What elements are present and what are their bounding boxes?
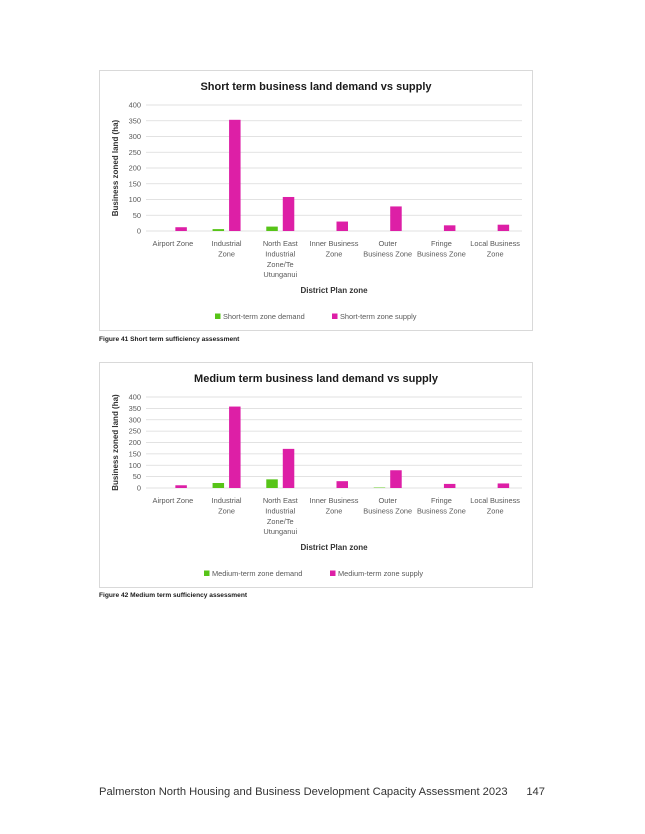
medium-term-bar-supply: [337, 481, 349, 488]
short-term-bar-supply: [229, 120, 241, 231]
medium-term-category-label: Zone: [218, 506, 236, 516]
short-term-y-tick-label: 350: [128, 116, 141, 126]
medium-term-chart-title: Medium term business land demand vs supply: [194, 373, 438, 385]
short-term-category-label: Zone: [486, 249, 504, 259]
medium-term-category-label: Business Zone: [363, 506, 413, 516]
short-term-category-label: Outer: [378, 239, 397, 248]
short-term-bar-supply: [444, 225, 456, 231]
short-term-bar-supply: [390, 206, 402, 231]
medium-term-category-label: Utunganui: [263, 527, 298, 537]
short-term-category-label: North East: [262, 239, 298, 248]
short-term-y-axis-label: Business zoned land (ha): [111, 119, 120, 217]
medium-term-y-tick-label: 350: [128, 403, 141, 413]
short-term-bar-supply: [283, 197, 295, 231]
short-term-y-tick-label: 150: [128, 179, 141, 189]
short-term-legend-swatch: [332, 314, 338, 320]
medium-term-x-axis-label: District Plan zone: [300, 543, 368, 552]
short-term-category-label: Utunganui: [263, 270, 298, 280]
medium-term-category-label: Industrial: [265, 506, 296, 516]
medium-term-legend-label: Medium-term zone demand: [212, 569, 303, 578]
figure-41-caption: Figure 41 Short term sufficiency assessment: [99, 336, 240, 343]
short-term-category-label: Airport Zone: [152, 239, 194, 248]
short-term-category-label: Business Zone: [416, 249, 466, 259]
short-term-category-label: Local Business: [470, 239, 521, 248]
medium-term-bar-supply: [175, 485, 187, 488]
medium-term-category-label: Business Zone: [416, 506, 466, 516]
medium-term-y-tick-label: 150: [128, 449, 141, 459]
short-term-y-tick-label: 200: [128, 163, 141, 173]
medium-term-chart: [99, 362, 533, 588]
short-term-category-label: Inner Business: [309, 239, 359, 248]
short-term-y-tick-label: 50: [132, 210, 141, 220]
short-term-category-label: Industrial: [265, 249, 296, 259]
medium-term-bar-supply: [390, 470, 402, 488]
short-term-y-tick-label: 300: [128, 132, 141, 142]
medium-term-bar-demand: [213, 483, 225, 488]
medium-term-bar-supply: [498, 483, 510, 488]
medium-term-legend-swatch: [204, 571, 210, 577]
short-term-y-tick-label: 0: [136, 226, 141, 236]
short-term-chart-svg: [100, 71, 532, 330]
medium-term-bar-supply: [444, 484, 456, 488]
short-term-y-tick-label: 100: [128, 195, 141, 205]
short-term-legend-label: Short-term zone demand: [223, 312, 305, 321]
short-term-legend-label: Short-term zone supply: [340, 312, 417, 321]
short-term-category-label: Zone/Te: [266, 259, 294, 269]
medium-term-category-label: Zone/Te: [266, 516, 294, 526]
medium-term-y-tick-label: 0: [136, 483, 141, 493]
medium-term-y-tick-label: 50: [132, 472, 141, 482]
medium-term-bar-supply: [229, 407, 241, 488]
short-term-bar-demand: [266, 227, 278, 231]
short-term-y-tick-label: 250: [128, 147, 141, 157]
medium-term-y-tick-label: 200: [128, 438, 141, 448]
medium-term-category-label: Zone: [325, 506, 343, 516]
page-number: 147: [526, 786, 545, 798]
footer-document-title: Palmerston North Housing and Business Development Capacity Assessment 2023: [99, 786, 508, 798]
short-term-category-label: Zone: [325, 249, 343, 259]
medium-term-y-tick-label: 300: [128, 415, 141, 425]
medium-term-category-label: Zone: [486, 506, 504, 516]
medium-term-bar-demand: [266, 479, 278, 488]
medium-term-y-tick-label: 250: [128, 426, 141, 436]
short-term-bar-supply: [175, 227, 187, 231]
short-term-bar-demand: [213, 229, 225, 231]
medium-term-bar-supply: [283, 449, 295, 488]
medium-term-category-label: Outer: [378, 496, 397, 505]
page-footer: [99, 786, 545, 798]
medium-term-category-label: North East: [262, 496, 298, 505]
short-term-bar-supply: [498, 225, 510, 231]
short-term-category-label: Fringe: [430, 239, 452, 248]
short-term-bar-supply: [337, 222, 349, 231]
medium-term-category-label: Local Business: [470, 496, 521, 505]
short-term-category-label: Industrial: [211, 239, 242, 248]
short-term-category-label: Business Zone: [363, 249, 413, 259]
medium-term-y-tick-label: 400: [128, 392, 141, 402]
short-term-y-tick-label: 400: [128, 100, 141, 110]
medium-term-category-label: Airport Zone: [152, 496, 194, 505]
medium-term-category-label: Inner Business: [309, 496, 359, 505]
medium-term-y-axis-label: Business zoned land (ha): [111, 394, 120, 491]
medium-term-legend-label: Medium-term zone supply: [338, 569, 424, 578]
short-term-legend-swatch: [215, 314, 221, 320]
short-term-x-axis-label: District Plan zone: [300, 286, 368, 295]
short-term-chart: [99, 70, 533, 331]
figure-42-caption: Figure 42 Medium term sufficiency assessment: [99, 592, 248, 599]
medium-term-chart-svg: [100, 363, 532, 587]
medium-term-y-tick-label: 100: [128, 460, 141, 470]
short-term-category-label: Zone: [218, 249, 236, 259]
short-term-chart-title: Short term business land demand vs supply: [200, 81, 432, 93]
medium-term-legend-swatch: [330, 571, 336, 577]
medium-term-category-label: Fringe: [430, 496, 452, 505]
medium-term-category-label: Industrial: [211, 496, 242, 505]
